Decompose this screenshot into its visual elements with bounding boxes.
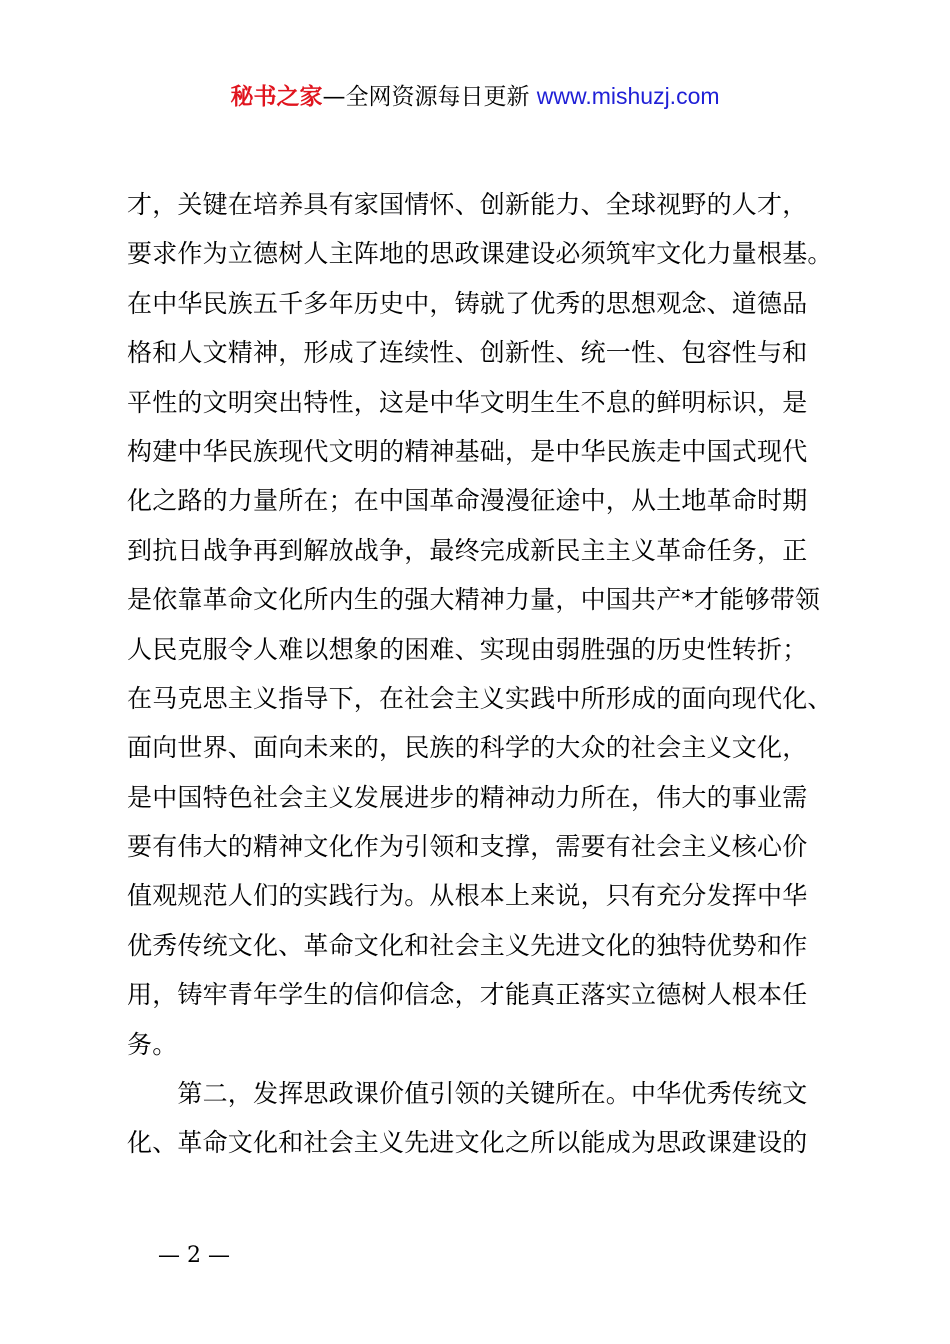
text-line: 是依靠革命文化所内生的强大精神力量，中国共产*才能够带领 (127, 585, 821, 615)
text-line: 要有伟大的精神文化作为引领和支撑，需要有社会主义核心价 (127, 832, 808, 862)
text-line: 人民克服令人难以想象的困难、实现由弱胜强的历史性转折； (127, 634, 808, 664)
document-body (127, 180, 839, 1168)
page-number: — 2 — (158, 1243, 230, 1268)
text-line: 才，关键在培养具有家国情怀、创新能力、全球视野的人才， (127, 190, 808, 219)
text-line: 到抗日战争再到解放战争，最终完成新民主主义革命任务，正 (127, 535, 808, 565)
text-line: 在马克思主义指导下，在社会主义实践中所形成的面向现代化、 (127, 683, 833, 713)
site-url-link[interactable]: www.mishuzj.com (536, 83, 720, 109)
site-banner (0, 80, 950, 113)
text-line: 优秀传统文化、革命文化和社会主义先进文化的独特优势和作 (127, 930, 808, 960)
text-line: 格和人文精神，形成了连续性、创新性、统一性、包容性与和 (127, 338, 808, 368)
text-line: 构建中华民族现代文明的精神基础，是中华民族走中国式现代 (127, 436, 808, 466)
text-line: 第二，发挥思政课价值引领的关键所在。中华优秀传统文 (127, 1079, 808, 1109)
text-line: 值观规范人们的实践行为。从根本上来说，只有充分发挥中华 (127, 881, 808, 911)
text-line: 化、革命文化和社会主义先进文化之所以能成为思政课建设的 (127, 1128, 808, 1158)
banner-tagline: —全网资源每日更新 (322, 84, 537, 110)
brand-name: 秘书之家 (230, 84, 323, 110)
text-line: 化之路的力量所在；在中国革命漫漫征途中，从土地革命时期 (127, 486, 808, 516)
text-line: 务。 (127, 1029, 178, 1059)
text-line: 用，铸牢青年学生的信仰信念，才能真正落实立德树人根本任 (127, 980, 808, 1010)
text-line: 是中国特色社会主义发展进步的精神动力所在，伟大的事业需 (127, 782, 808, 812)
text-line: 在中华民族五千多年历史中，铸就了优秀的思想观念、道德品 (127, 288, 808, 318)
text-line: 平性的文明突出特性，这是中华文明生生不息的鲜明标识，是 (127, 387, 808, 417)
text-line: 面向世界、面向未来的，民族的科学的大众的社会主义文化， (127, 733, 808, 763)
text-line: 要求作为立德树人主阵地的思政课建设必须筑牢文化力量根基。 (127, 239, 833, 269)
